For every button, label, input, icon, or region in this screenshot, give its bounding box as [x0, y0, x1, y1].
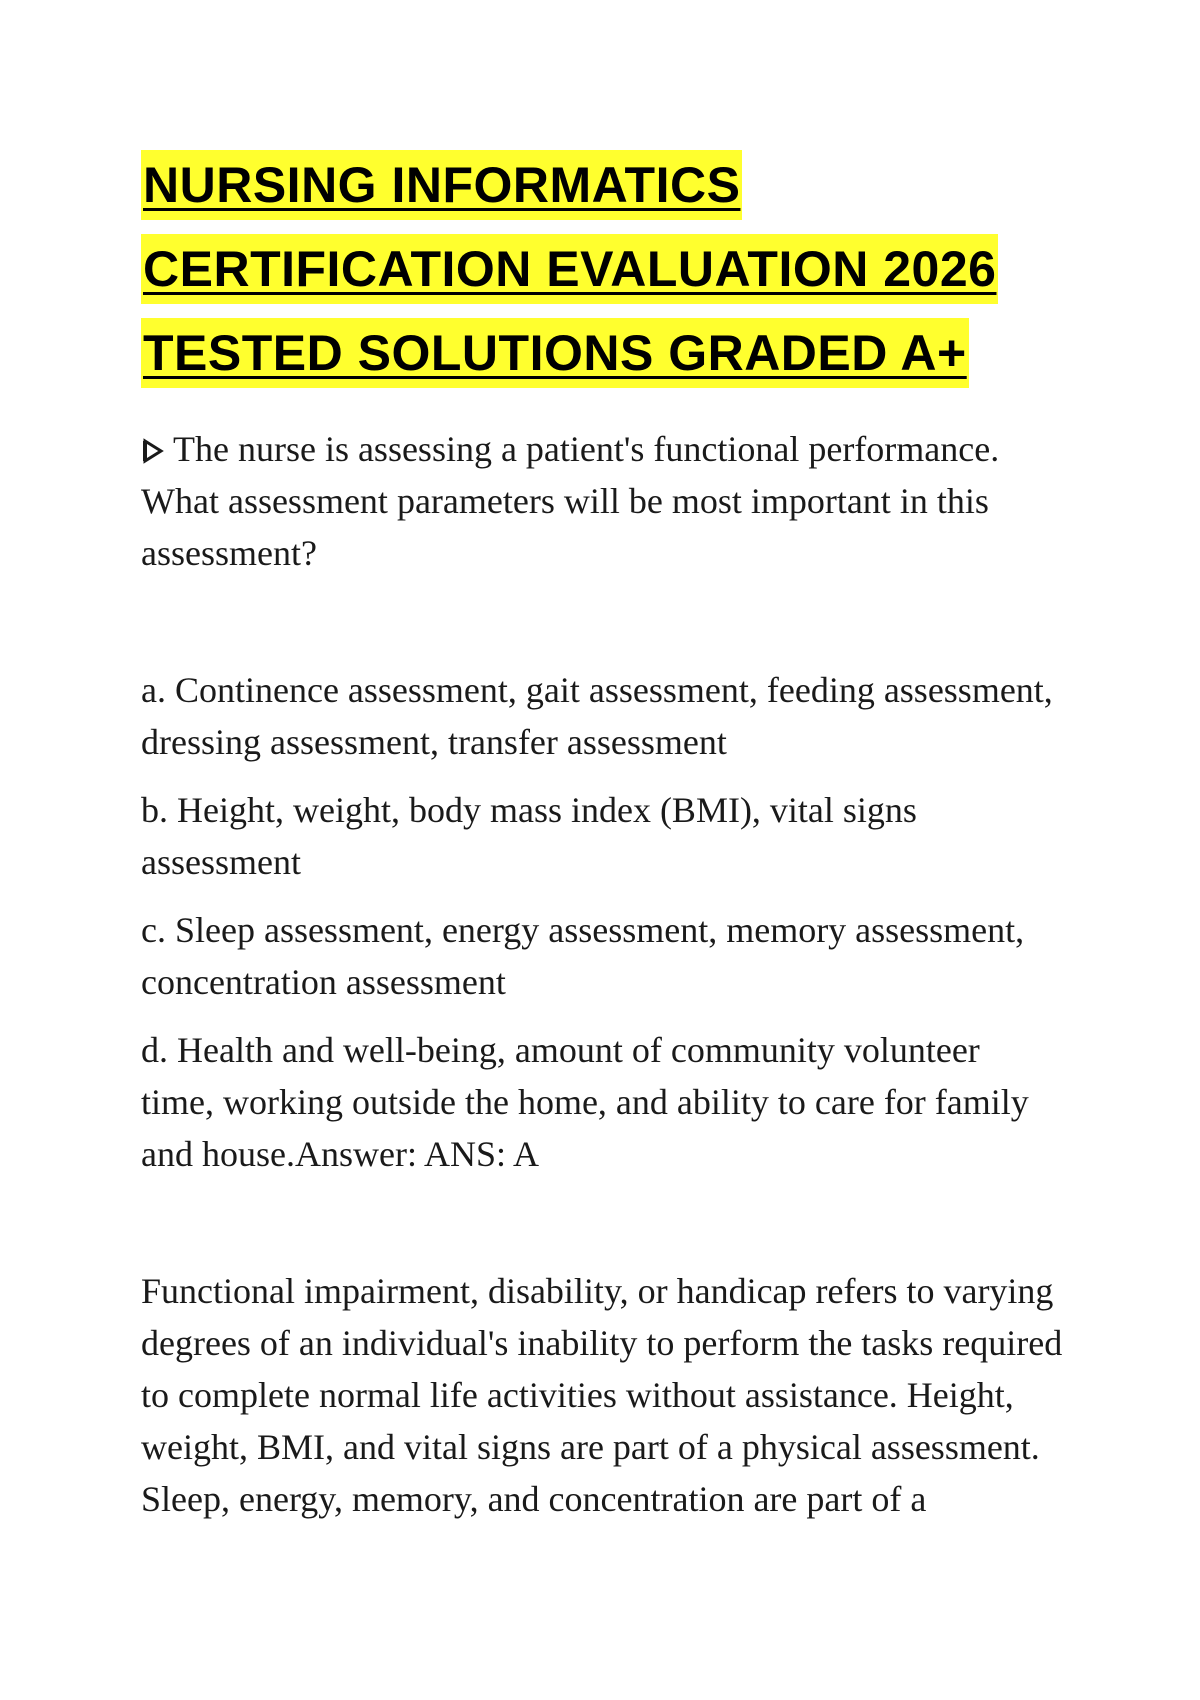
question-text: The nurse is assessing a patient's functional performance. What assessment parameters will be most important in this assessment? [141, 429, 1000, 573]
rationale-paragraph: Functional impairment, disability, or handicap refers to varying degrees of an individual's inability to perform the tasks required to complete normal life activities without assistance. Height, weight, BMI, and vital signs are part of a physical assessment. Sleep, energy, memory, and concentration are part of a [141, 1271, 1063, 1519]
title-text-2: CERTIFICATION EVALUATION 2026 [141, 234, 998, 304]
question-paragraph [141, 423, 1061, 579]
title-line-3 [141, 318, 1101, 402]
option-a: a. Continence assessment, gait assessment, feeding assessment, dressing assessment, transfer assessment [141, 670, 1053, 762]
document-title [141, 150, 1101, 402]
option-c: c. Sleep assessment, energy assessment, memory assessment, concentration assessment [141, 910, 1025, 1002]
title-text-3: TESTED SOLUTIONS GRADED A+ [141, 318, 969, 388]
option-b: b. Height, weight, body mass index (BMI), vital signs assessment [141, 790, 917, 882]
title-line-2 [141, 234, 1101, 318]
title-line-1 [141, 150, 1101, 234]
play-outline-icon [141, 423, 165, 475]
option-d: d. Health and well-being, amount of community volunteer time, working outside the home, and ability to care for family and house.Answer: ANS: A [141, 1030, 1029, 1174]
title-text-1: NURSING INFORMATICS [141, 150, 742, 220]
